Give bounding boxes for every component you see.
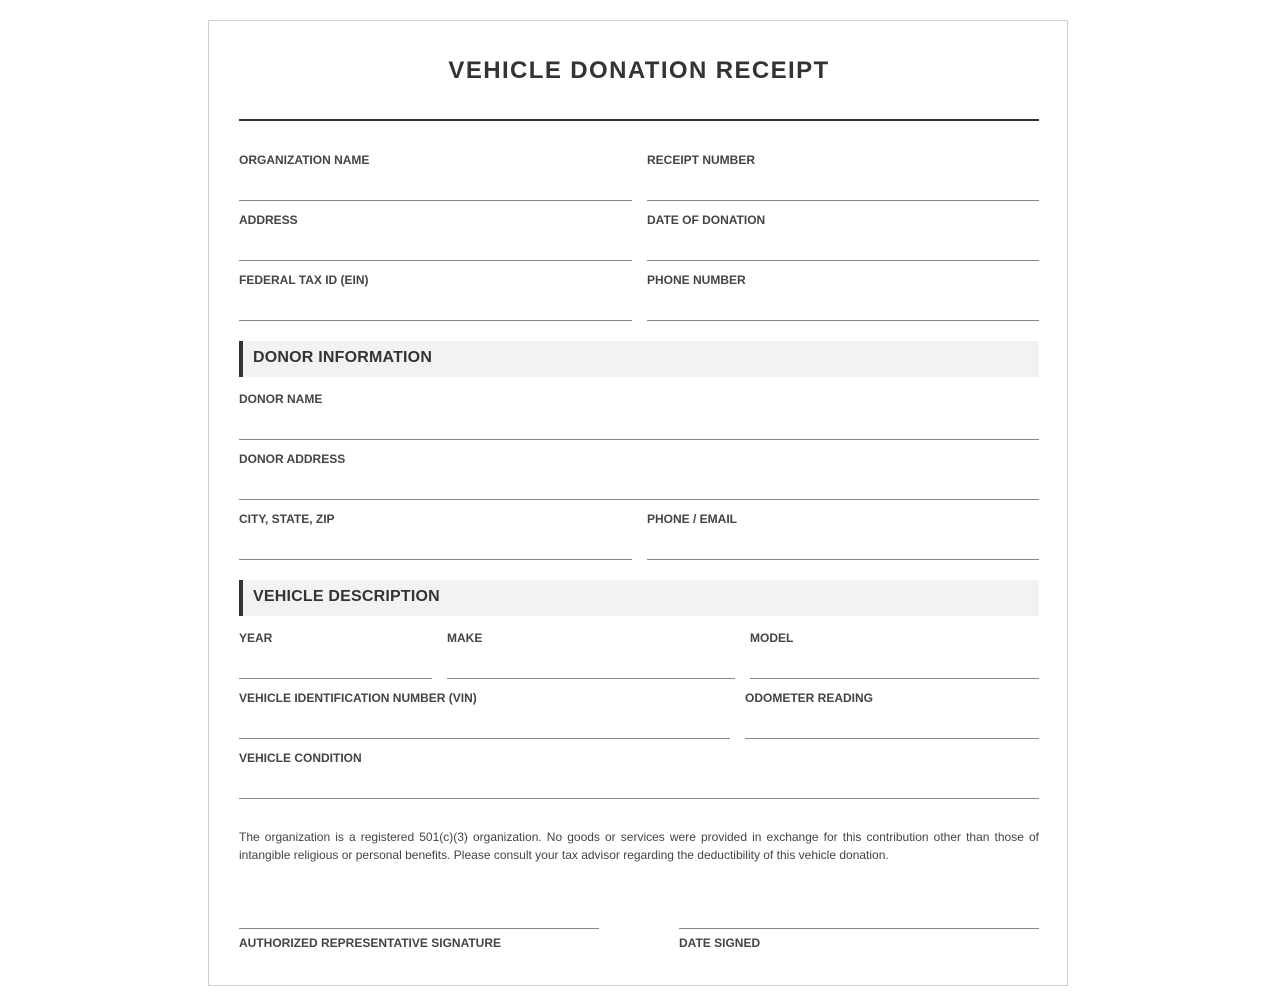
vehicle-section-header [239, 580, 1039, 616]
odometer-line [745, 738, 1039, 739]
phone-number-field[interactable] [647, 271, 1039, 321]
vin-field[interactable] [239, 689, 730, 739]
vin-label: VEHICLE IDENTIFICATION NUMBER (VIN) [239, 691, 477, 705]
date-of-donation-label: DATE OF DONATION [647, 213, 766, 227]
org-row-2 [239, 211, 1039, 261]
organization-name-line [239, 200, 632, 201]
model-line [750, 678, 1039, 679]
representative-signature-field[interactable] [239, 928, 599, 968]
city-state-zip-line [239, 559, 632, 560]
donor-row-3 [239, 510, 1039, 560]
phone-email-line [647, 559, 1039, 560]
address-line [239, 260, 632, 261]
vehicle-condition-label: VEHICLE CONDITION [239, 751, 362, 765]
phone-number-label: PHONE NUMBER [647, 273, 746, 287]
vehicle-section-title: VEHICLE DESCRIPTION [253, 588, 440, 605]
donor-name-field[interactable] [239, 390, 1039, 440]
federal-tax-id-line [239, 320, 632, 321]
date-signed-field[interactable] [679, 928, 1039, 968]
model-label: MODEL [750, 631, 794, 645]
federal-tax-id-label: FEDERAL TAX ID (EIN) [239, 273, 369, 287]
donor-name-line [239, 439, 1039, 440]
representative-signature-label: AUTHORIZED REPRESENTATIVE SIGNATURE [239, 936, 502, 950]
odometer-field[interactable] [745, 689, 1039, 739]
vehicle-condition-line [239, 798, 1039, 799]
year-label: YEAR [239, 631, 273, 645]
tax-disclaimer: The organization is a registered 501(c)(3) organization. No goods or services were provided in exchange for this contribution other than those of intangible religious or personal benefits. Please consult your tax advisor regarding the deductibility of this vehicle donation. [239, 830, 1039, 862]
receipt-number-field[interactable] [647, 151, 1039, 201]
donor-name-label: DONOR NAME [239, 392, 323, 406]
model-field[interactable] [750, 629, 1039, 679]
vehicle-row-1 [239, 629, 1039, 679]
vehicle-condition-field[interactable] [239, 749, 1039, 799]
date-of-donation-line [647, 260, 1039, 261]
make-line [447, 678, 735, 679]
address-field[interactable] [239, 211, 632, 261]
receipt-number-label: RECEIPT NUMBER [647, 153, 756, 167]
donor-address-field[interactable] [239, 450, 1039, 500]
address-label: ADDRESS [239, 213, 298, 227]
receipt-number-line [647, 200, 1039, 201]
donor-section-header [239, 341, 1039, 377]
federal-tax-id-field[interactable] [239, 271, 632, 321]
representative-signature-line [239, 928, 599, 929]
donor-section-title: DONOR INFORMATION [253, 349, 433, 366]
phone-email-label: PHONE / EMAIL [647, 512, 738, 526]
donor-row-1 [239, 390, 1039, 440]
year-field[interactable] [239, 629, 432, 679]
phone-number-line [647, 320, 1039, 321]
date-signed-label: DATE SIGNED [679, 936, 761, 950]
organization-name-field[interactable] [239, 151, 632, 201]
donor-address-label: DONOR ADDRESS [239, 452, 346, 466]
year-line [239, 678, 432, 679]
org-row-3 [239, 271, 1039, 321]
donor-address-line [239, 499, 1039, 500]
phone-email-field[interactable] [647, 510, 1039, 560]
odometer-label: ODOMETER READING [745, 691, 874, 705]
receipt-page [208, 20, 1068, 986]
org-row-1 [239, 151, 1039, 201]
organization-name-label: ORGANIZATION NAME [239, 153, 370, 167]
vehicle-row-2 [239, 689, 1039, 739]
make-label: MAKE [447, 631, 483, 645]
vehicle-row-3 [239, 749, 1039, 799]
city-state-zip-label: CITY, STATE, ZIP [239, 512, 335, 526]
title-divider [239, 119, 1039, 121]
city-state-zip-field[interactable] [239, 510, 632, 560]
vin-line [239, 738, 730, 739]
make-field[interactable] [447, 629, 735, 679]
page-title: VEHICLE DONATION RECEIPT [448, 57, 830, 84]
donor-row-2 [239, 450, 1039, 500]
date-signed-line [679, 928, 1039, 929]
date-of-donation-field[interactable] [647, 211, 1039, 261]
